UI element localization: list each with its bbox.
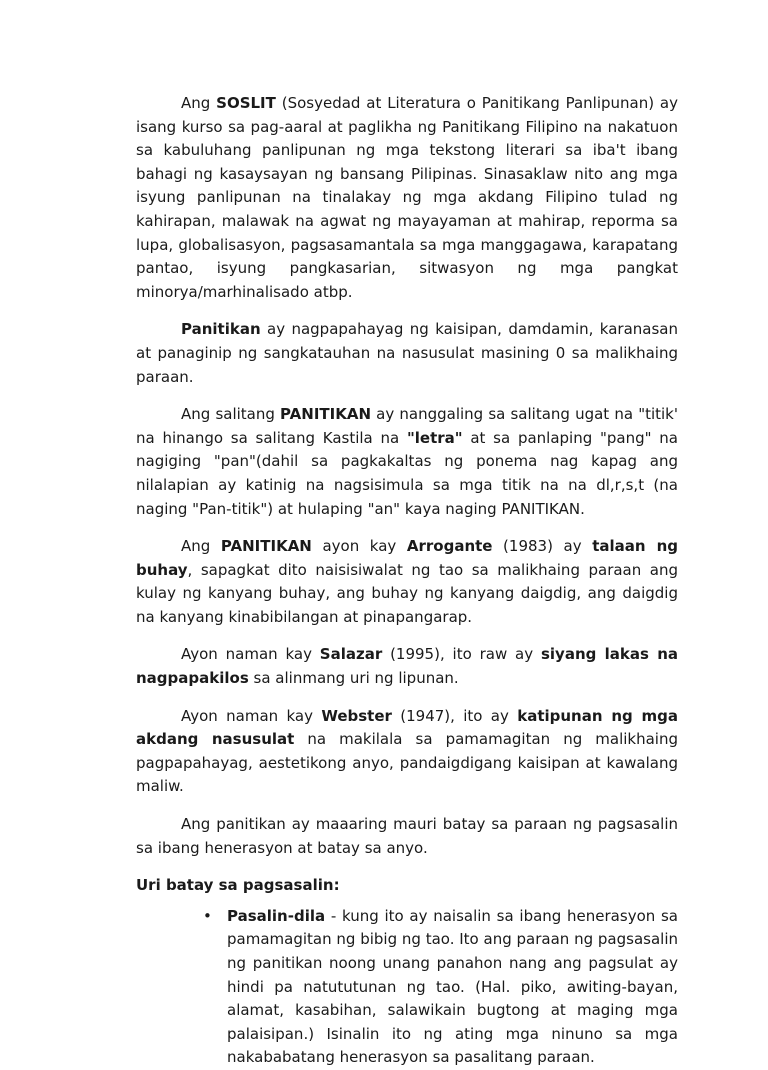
bold-text: talaan ng buhay xyxy=(136,537,679,579)
text-run: Ang xyxy=(181,537,221,556)
paragraph xyxy=(136,705,678,799)
bold-text: PANITIKAN xyxy=(220,537,312,556)
text-run: ay nanggaling sa salitang ugat na "titik' na hinango sa salitang Kastila na xyxy=(136,405,678,447)
text-run: , sapagkat dito naisisiwalat ng tao sa malikhaing paraan ang kulay ng kanyang buhay, ang buhay ng kanyang daigdig, ang daigdig na kanyang kinabibilangan at pinapangarap. xyxy=(136,560,678,626)
text-run: (1995), ito raw ay xyxy=(382,645,541,664)
paragraph xyxy=(136,535,678,629)
bold-text: Salazar xyxy=(319,645,383,664)
text-run: sa alinmang uri ng lipunan. xyxy=(248,669,459,688)
text-run: - kung ito ay naisalin sa ibang henerasyon sa pamamagitan ng bibig ng tao. Ito ang paraan ng pagsasalin ng panitikan noong unang panahon nang ang pagsulat ay hindi pa natututunan ng tao. (Hal. piko, awiting-bayan, alamat, kasabihan, salawikain bugtong at maging mga palaisipan.) Isinalin ito ng ating mga ninuno sa mga nakababatang henerasyon sa pasalitang paraan. xyxy=(227,906,678,1067)
text-run: Ang xyxy=(181,94,217,112)
paragraph xyxy=(136,643,678,690)
text-run: Ayon naman kay xyxy=(181,645,320,664)
bold-text: katipunan ng mga akdang nasusulat xyxy=(136,706,679,749)
paragraph xyxy=(136,813,678,860)
bullet-dot-icon: • xyxy=(203,906,212,925)
bold-text: Arrogante xyxy=(406,537,493,556)
paragraph xyxy=(136,403,678,521)
paragraph xyxy=(136,318,678,389)
bold-text: "letra" xyxy=(406,428,463,447)
bullet-item xyxy=(203,905,678,1070)
text-run: Ayon naman kay xyxy=(181,706,322,725)
text-run: Ang panitikan ay maaaring mauri batay sa paraan ng pagsasalin sa ibang henerasyon at batay sa anyo. xyxy=(136,815,678,857)
text-run: (1983) ay xyxy=(492,537,593,556)
body-paragraphs xyxy=(136,92,678,860)
text-run: at sa panlaping "pang" na nagiging "pan"(dahil sa pagkakaltas ng ponema nag kapag ang nilalapian ay katinig na nagsisimula sa mga titik na na dl,r,s,t (na naging "Pan-titik") at hulaping "an" kaya naging PANITIKAN. xyxy=(136,428,678,518)
section-heading: Uri batay sa pagsasalin: xyxy=(136,876,340,895)
text-run: (1947), ito ay xyxy=(391,706,518,725)
bold-text: Webster xyxy=(321,706,392,725)
document-page xyxy=(136,92,678,1070)
bold-text: Pasalin-dila xyxy=(227,906,326,925)
bold-text: PANITIKAN xyxy=(280,405,372,424)
text-run: ay nagpapahayag ng kaisipan, damdamin, karanasan at panaginip ng sangkatauhan na nasusulat masining 0 sa malikhaing paraan. xyxy=(136,320,678,386)
bullet-list xyxy=(136,905,678,1070)
text-run: Ang salitang xyxy=(181,405,281,424)
bold-text: Panitikan xyxy=(181,320,261,339)
bold-text: siyang lakas na nagpapakilos xyxy=(136,645,679,688)
text-run: (Sosyedad at Literatura o Panitikang Panlipunan) ay isang kurso sa pag-aaral at paglikha ng Panitikang Filipino na nakatuon sa kabuluhang panlipunan ng mga tekstong literari sa iba't ibang bahagi ng kasaysayan ng bansang Pilipinas. Sinasaklaw nito ang mga isyung panlipunan na tinalakay ng mga akdang Filipino tulad ng kahirapan, malawak na agwat ng mayayaman at mahirap, reporma sa lupa, globalisasyon, pagsasamantala sa mga manggagawa, karapatang pantao, isyung pangkasarian, sitwasyon ng mga pangkat minorya/marhinalisado atbp. xyxy=(136,94,678,301)
text-run: na makilala sa pamamagitan ng malikhaing pagpapahayag, aestetikong anyo, pandaigdigang kaisipan at kawalang maliw. xyxy=(136,730,679,796)
bold-text: SOSLIT xyxy=(216,94,276,112)
paragraph xyxy=(136,92,678,304)
text-run: ayon kay xyxy=(311,537,407,556)
